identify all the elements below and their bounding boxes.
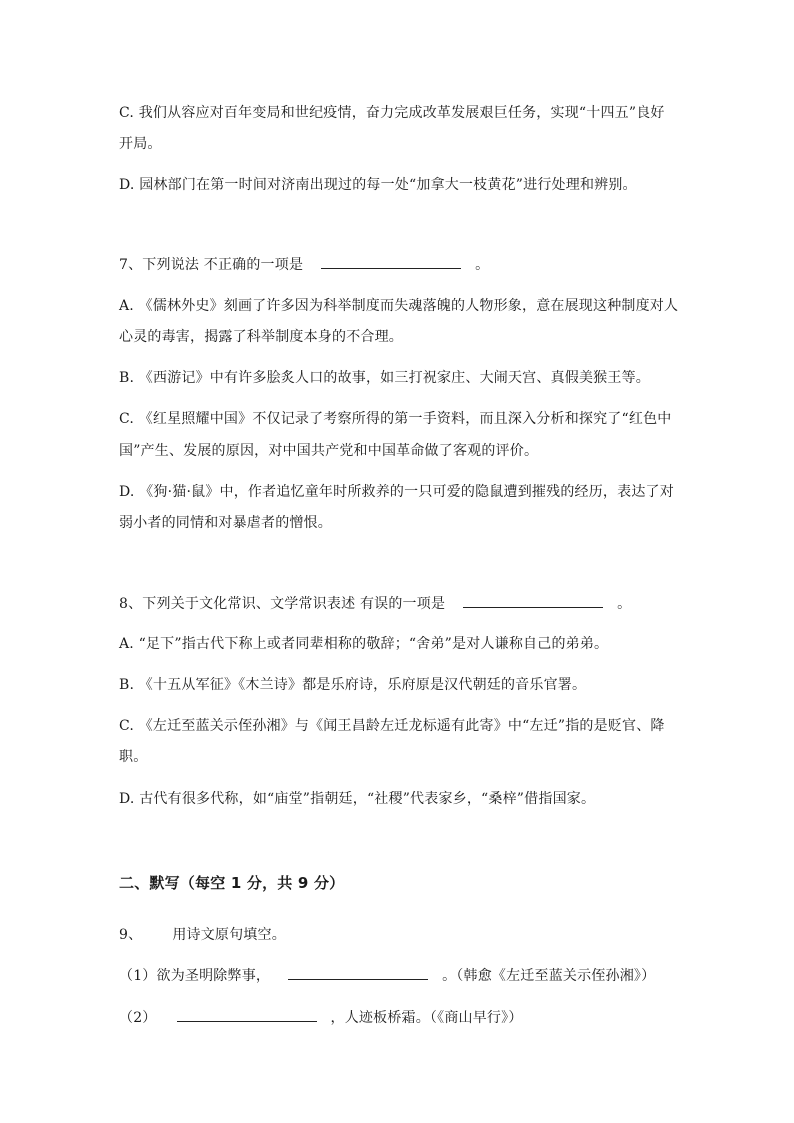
q8-stem-period: 。	[617, 596, 632, 612]
q7-option-c-line1: C. 《红星照耀中国》不仅记录了考察所得的第一手资料，而且深入分析和探究了“红色中	[119, 411, 672, 427]
section-heading-dictation: 二、默写（每空 1 分，共 9 分）	[119, 874, 345, 892]
q9-item-1	[119, 965, 655, 986]
q7-option-d-line2: 弱小者的同情和对暴虐者的憎恨。	[119, 515, 332, 531]
q9-item-2	[119, 1007, 523, 1028]
q8-option-a: A. “足下”指古代下称上或者同辈相称的敬辞；“舍弟”是对人谦称自己的弟弟。	[119, 636, 609, 652]
q9-item1-blank[interactable]	[288, 965, 428, 980]
q7-stem-period: 。	[475, 257, 490, 273]
q8-option-c-line1: C. 《左迁至蓝关示侄孙湘》与《闻王昌龄左迁龙标遥有此寄》中“左迁”指的是贬官、降	[119, 718, 665, 734]
q9-item1-suffix: 。（韩愈《左迁至蓝关示侄孙湘》）	[442, 968, 656, 984]
q6-option-c-line1: C. 我们从容应对百年变局和世纪疫情，奋力完成改革发展艰巨任务，实现“十四五”良好	[119, 105, 665, 121]
q9-item1-prefix: （1）欲为圣明除弊事，	[119, 968, 271, 984]
q7-answer-blank[interactable]	[321, 254, 461, 269]
q7-option-c-line2: 国”产生、发展的原因，对中国共产党和中国革命做了客观的评价。	[119, 443, 539, 459]
q9-item2-suffix: ，人迹板桥霜。（《商山早行》）	[330, 1010, 523, 1026]
q9-item2-prefix: （2）	[119, 1010, 157, 1026]
q8-option-c-line2: 职。	[119, 749, 148, 765]
q9-stem-text: 用诗文原句填空。	[172, 927, 286, 943]
q9-stem	[119, 925, 286, 945]
q9-number: 9、	[119, 927, 143, 943]
q7-option-d-line1: D. 《狗·猫·鼠》中，作者追忆童年时所救养的一只可爱的隐鼠遭到摧残的经历，表达了对	[119, 484, 674, 500]
q7-option-b: B. 《西游记》中有许多脍炙人口的故事，如三打祝家庄、大闹天宫、真假美猴王等。	[119, 370, 650, 386]
q7-stem-text: 7、下列说法 不正确的一项是	[119, 257, 304, 273]
q9-item2-blank[interactable]	[177, 1007, 317, 1022]
q8-option-d: D. 古代有很多代称，如“庙堂”指朝廷，“社稷”代表家乡，“桑梓”借指国家。	[119, 791, 596, 807]
q6-option-d: D. 园林部门在第一时间对济南出现过的每一处“加拿大一枝黄花”进行处理和辨别。	[119, 177, 637, 193]
q8-answer-blank[interactable]	[463, 593, 603, 608]
q7-option-a-line2: 心灵的毒害，揭露了科举制度本身的不合理。	[119, 329, 403, 345]
q8-stem	[119, 593, 631, 614]
q8-stem-text: 8、下列关于文化常识、文学常识表述 有误的一项是	[119, 596, 446, 612]
q7-option-a-line1: A. 《儒林外史》刻画了许多因为科举制度而失魂落魄的人物形象，意在展现这种制度对人	[119, 298, 679, 314]
q6-option-c-line2: 开局。	[119, 136, 162, 152]
q7-stem	[119, 254, 489, 275]
q8-option-b: B. 《十五从军征》《木兰诗》都是乐府诗，乐府原是汉代朝廷的音乐官署。	[119, 677, 587, 693]
